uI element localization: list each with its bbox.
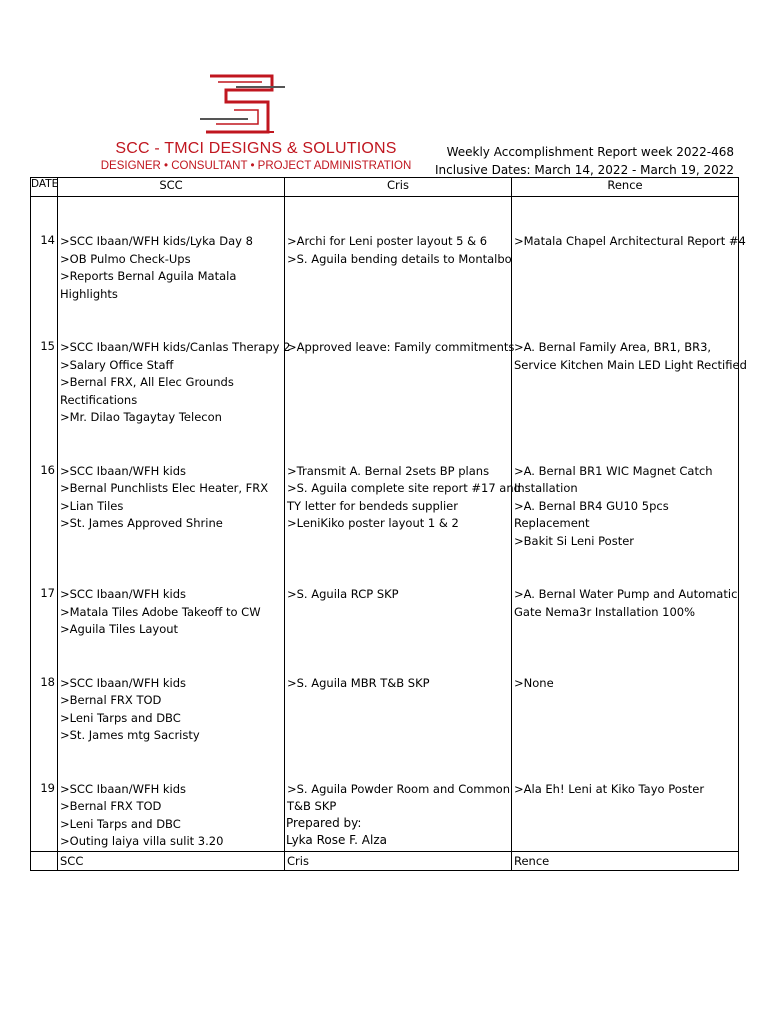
prepared-by-name: Lyka Rose F. Alza <box>286 833 387 847</box>
company-name: SCC - TMCI DESIGNS & SOLUTIONS <box>115 140 397 157</box>
prepared-by-block <box>286 815 387 849</box>
cris-entry: >LeniKiko poster layout 1 & 2 <box>287 516 459 530</box>
footer-cell-scc: SCC <box>58 851 285 870</box>
scc-entry: >SCC Ibaan/WFH kids/Canlas Therapy 2 <box>60 340 291 354</box>
table-row <box>31 197 739 304</box>
scc-cell <box>58 197 285 304</box>
rence-entry: >None <box>514 675 554 690</box>
scc-cell <box>58 427 285 551</box>
rence-entry: >A. Bernal BR4 GU10 5pcs <box>514 498 669 513</box>
date-cell: 18 <box>31 639 58 745</box>
table-header-row <box>31 178 739 197</box>
scc-cell <box>58 550 285 639</box>
scc-entry: >Bernal FRX TOD <box>60 799 162 813</box>
rence-entry: >A. Bernal Water Pump and Automatic <box>514 587 738 601</box>
inclusive-dates: Inclusive Dates: March 14, 2022 - March 19, 2022 <box>435 163 734 177</box>
scc-cell <box>58 303 291 427</box>
date-cell: 17 <box>31 550 58 639</box>
table-footer-row <box>31 851 739 870</box>
scc-entry: >Reports Bernal Aguila Matala <box>60 269 237 283</box>
rence-entry: >A. Bernal Family Area, BR1, BR3, <box>514 340 712 354</box>
scc-entry: >Leni Tarps and DBC <box>60 710 181 725</box>
rence-entry: >Ala Eh! Leni at Kiko Tayo Poster <box>514 781 705 796</box>
scc-entry: >Salary Office Staff <box>60 357 174 372</box>
footer-cell-date <box>31 851 58 870</box>
report-title: Weekly Accomplishment Report week 2022-468 <box>446 145 734 159</box>
footer-cell-rence: Rence <box>512 851 739 870</box>
cris-entry: TY letter for bendeds supplier <box>287 498 458 513</box>
table-row <box>31 639 739 745</box>
cris-cell <box>285 427 521 551</box>
scc-entry: >Leni Tarps and DBC <box>60 816 181 831</box>
footer-cell-cris: Cris <box>285 851 512 870</box>
cris-entry: >Archi for Leni poster layout 5 & 6 <box>287 234 488 248</box>
rence-entry: >Bakit Si Leni Poster <box>514 533 635 548</box>
scc-entry: >SCC Ibaan/WFH kids <box>60 587 187 601</box>
scc-entry: >SCC Ibaan/WFH kids/Lyka Day 8 <box>60 234 253 248</box>
scc-entry: >Aguila Tiles Layout <box>60 622 179 636</box>
column-header-scc: SCC <box>58 178 285 197</box>
date-cell: 16 <box>31 427 58 551</box>
cris-entry: T&B SKP <box>287 799 337 813</box>
scc-entry: >Matala Tiles Adobe Takeoff to CW <box>60 604 261 619</box>
scc-entry: >Bernal Punchlists Elec Heater, FRX <box>60 481 269 495</box>
company-header <box>96 140 416 172</box>
scc-entry: >Lian Tiles <box>60 498 124 513</box>
report-meta <box>435 143 734 179</box>
scc-entry: >Outing laiya villa sulit 3.20 <box>60 834 224 848</box>
cris-entry: >S. Aguila RCP SKP <box>287 587 399 601</box>
rence-cell <box>512 303 747 427</box>
rence-entry: Gate Nema3r Installation 100% <box>514 604 696 619</box>
cris-entry: >S. Aguila complete site report #17 and <box>287 481 521 495</box>
rence-cell <box>512 745 739 852</box>
cris-entry: >S. Aguila Powder Room and Common <box>287 781 511 796</box>
company-logo <box>150 70 330 142</box>
cris-cell <box>285 197 512 304</box>
cris-cell <box>285 550 512 639</box>
scc-entry: >Mr. Dilao Tagaytay Telecon <box>60 410 222 424</box>
scc-entry: >St. James mtg Sacristy <box>60 728 200 742</box>
rence-cell <box>512 550 739 639</box>
column-header-rence: Rence <box>512 178 739 197</box>
accomplishment-table <box>30 177 747 871</box>
scc-entry: >SCC Ibaan/WFH kids <box>60 463 187 478</box>
cris-entry: >S. Aguila bending details to Montalbo <box>287 251 512 266</box>
cris-cell <box>285 303 515 427</box>
scc-entry: >SCC Ibaan/WFH kids <box>60 781 187 796</box>
rence-cell <box>512 427 739 551</box>
rence-entry: Replacement <box>514 516 590 530</box>
cris-cell <box>285 639 512 745</box>
table-row <box>31 427 739 551</box>
rence-cell <box>512 639 739 745</box>
scc-entry: Rectifications <box>60 392 138 407</box>
rence-cell <box>512 197 746 304</box>
rence-entry: Installation <box>514 481 578 495</box>
scc-cell <box>58 639 285 745</box>
date-cell: 19 <box>31 745 58 852</box>
scc-entry: >St. James Approved Shrine <box>60 516 223 530</box>
scc-entry: >Bernal FRX TOD <box>60 693 162 707</box>
scc-entry: >SCC Ibaan/WFH kids <box>60 675 187 690</box>
prepared-by-label: Prepared by: <box>286 816 362 830</box>
rence-entry: >A. Bernal BR1 WIC Magnet Catch <box>514 463 713 478</box>
scc-entry: >OB Pulmo Check-Ups <box>60 251 191 266</box>
cris-entry: >Approved leave: Family commitments <box>287 340 515 354</box>
column-header-cris: Cris <box>285 178 512 197</box>
scc-entry: Highlights <box>60 286 118 301</box>
cris-entry: >S. Aguila MBR T&B SKP <box>287 675 430 690</box>
rence-entry: >Matala Chapel Architectural Report #4 <box>514 234 746 248</box>
date-cell: 14 <box>31 197 58 304</box>
date-cell: 15 <box>31 303 58 427</box>
column-header-date: DATE <box>31 178 58 197</box>
scc-cell <box>58 745 285 852</box>
table-row <box>31 550 739 639</box>
table-row <box>31 303 739 427</box>
rence-entry: Service Kitchen Main LED Light Rectified <box>514 357 747 372</box>
cris-entry: >Transmit A. Bernal 2sets BP plans <box>287 463 490 478</box>
company-tagline: DESIGNER • CONSULTANT • PROJECT ADMINISTRATION <box>100 160 412 172</box>
scc-entry: >Bernal FRX, All Elec Grounds <box>60 375 234 389</box>
